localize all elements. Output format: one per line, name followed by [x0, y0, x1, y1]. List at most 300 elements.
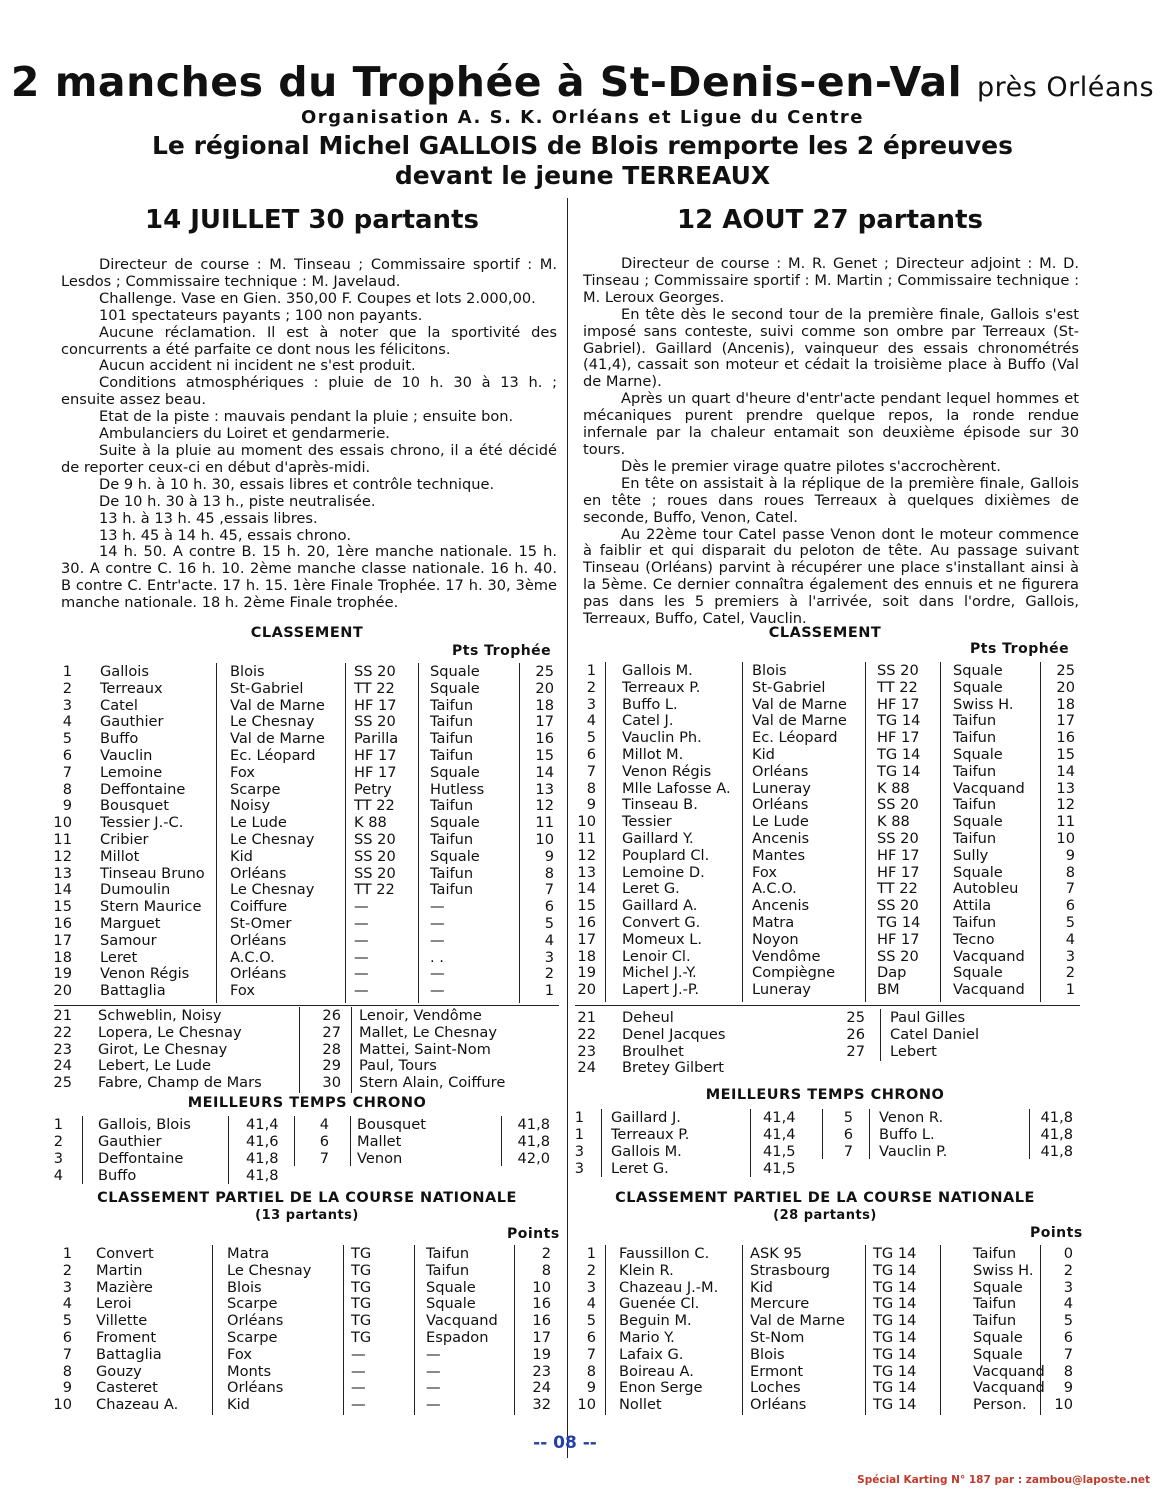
rank: 3 [62, 1278, 72, 1296]
rank: 7 [62, 1345, 72, 1363]
driver: Gaillard J. [611, 1109, 681, 1126]
headline-line-1: Le régional Michel GALLOIS de Blois remporte les 2 épreuves [152, 131, 1013, 160]
chassis: Taifun [430, 747, 474, 764]
club: Val de Marne [750, 1312, 845, 1330]
rank: 1 [53, 1116, 63, 1133]
engine: SS 20 [877, 830, 919, 847]
time: 41,8 [1040, 1126, 1073, 1143]
driver: Gauthier [98, 1133, 162, 1150]
club: Noyon [752, 930, 799, 948]
driver: Vauclin [100, 747, 153, 764]
rank: 4 [62, 1295, 72, 1313]
chassis: Tecno [953, 930, 995, 948]
left-nationale-subtitle: (13 partants) [255, 1208, 359, 1223]
driver: Pouplard Cl. [622, 846, 710, 864]
points: 2 [544, 965, 554, 983]
rank: 13 [577, 863, 596, 881]
rank: 19 [577, 964, 596, 982]
rank: 2 [62, 679, 72, 697]
chassis: Vacquand [953, 779, 1025, 797]
points: 17 [535, 713, 554, 731]
engine: HF 17 [877, 729, 920, 747]
club: A.C.O. [752, 880, 797, 898]
rank: 3 [574, 1143, 584, 1160]
engine: — [354, 982, 369, 1000]
points: 18 [1056, 695, 1075, 713]
narrative-paragraph: Après un quart d'heure d'entr'acte pendant lequel hommes et mécaniques purent prendre quelque repos, la ronde rendue infernale par la chaleur entamait son deuxième épisode sur 30 tours. [583, 390, 1079, 458]
rank: 22 [577, 1025, 596, 1043]
club: Ermont [750, 1362, 804, 1380]
right-classement-table [575, 662, 1080, 1004]
driver-club: Lenoir, Vendôme [359, 1007, 482, 1024]
chassis: — [430, 965, 445, 983]
rank: 15 [577, 897, 596, 915]
time: 41,8 [1040, 1143, 1073, 1160]
narrative-paragraph: Conditions atmosphériques : pluie de 10 h. 30 à 13 h. ; ensuite assez beau. [61, 374, 557, 409]
chassis: Taifun [430, 881, 474, 899]
engine: TG 14 [873, 1396, 917, 1414]
engine: TG [351, 1329, 372, 1346]
club: Ec. Léopard [752, 729, 838, 747]
club: Luneray [752, 981, 811, 999]
points: 17 [532, 1329, 551, 1346]
club: Strasbourg [750, 1261, 830, 1279]
rank: 5 [843, 1109, 853, 1126]
left-nationale-table [54, 1245, 559, 1417]
chassis: — [430, 931, 445, 949]
chassis: Hutless [430, 780, 485, 798]
right-nationale-points-label: Points [1030, 1225, 1083, 1241]
narrative-paragraph: Ambulanciers du Loiret et gendarmerie. [99, 425, 390, 443]
chassis: Attila [953, 897, 992, 915]
narrative-paragraph: Aucune réclamation. Il est à noter que la sportivité des concurrents a été parfaite ce dont nous les félicitons. [61, 323, 557, 358]
left-classement-table [54, 663, 559, 1005]
points: 9 [544, 847, 554, 865]
rank: 2 [586, 678, 596, 696]
driver: Battaglia [100, 982, 166, 1000]
left-others-table [54, 1007, 559, 1093]
driver: Lenoir Cl. [622, 947, 691, 965]
engine: TG 14 [877, 712, 921, 730]
rank: 4 [586, 1295, 596, 1313]
engine: HF 17 [877, 863, 920, 881]
driver: Leret G. [622, 880, 680, 898]
points: 10 [535, 831, 554, 848]
title-suffix: près Orléans [976, 72, 1155, 103]
engine: K 88 [354, 814, 387, 832]
chassis: Squale [953, 863, 1003, 881]
driver: Gallois [100, 663, 149, 680]
club: Fox [230, 982, 255, 1000]
chassis: Taifun [953, 914, 997, 931]
rank: 8 [586, 1362, 596, 1380]
rank: 25 [846, 1009, 865, 1026]
driver: Froment [96, 1329, 157, 1346]
right-narrative [583, 256, 1079, 628]
rank: 1 [62, 663, 72, 680]
engine: HF 17 [877, 930, 920, 948]
chassis: Taifun [953, 762, 997, 780]
left-classement-title: CLASSEMENT [250, 625, 364, 641]
club: Blois [227, 1278, 262, 1296]
narrative-paragraph: Directeur de course : M. Tinseau ; Commissaire sportif : M. Lesdos ; Commissaire technique : M. Javelaud. [61, 256, 557, 290]
engine: TG [351, 1278, 372, 1296]
time: 41,4 [763, 1109, 796, 1126]
driver: Gallois M. [622, 662, 693, 679]
narrative-paragraph: 13 h. à 13 h. 45 ,essais libres. [99, 509, 318, 527]
club: Ancenis [752, 897, 810, 915]
club: Ec. Léopard [230, 747, 316, 764]
driver: Cribier [100, 831, 149, 848]
club: Mantes [752, 846, 806, 864]
engine: BM [877, 981, 900, 999]
points: 6 [1065, 897, 1075, 915]
chassis: Autobleu [953, 880, 1019, 898]
rank: 3 [62, 696, 72, 714]
driver: Villette [96, 1312, 148, 1330]
driver: Battaglia [96, 1345, 162, 1363]
engine: TT 22 [877, 678, 918, 696]
chassis: Squale [973, 1345, 1023, 1363]
club: Scarpe [230, 780, 281, 798]
driver: Leret G. [611, 1160, 669, 1177]
left-nationale-title: CLASSEMENT PARTIEL DE LA COURSE NATIONALE [97, 1190, 517, 1206]
driver: Chazeau J.-M. [619, 1278, 719, 1296]
chassis: Swiss H. [953, 695, 1014, 713]
points: 11 [1056, 813, 1075, 831]
points: 15 [535, 747, 554, 764]
club: Le Chesnay [230, 713, 315, 731]
engine: HF 17 [877, 695, 920, 713]
narrative-paragraph: De 9 h. à 10 h. 30, essais libres et contrôle technique. [99, 475, 495, 493]
club: Le Chesnay [230, 881, 315, 899]
driver: Venon Régis [100, 965, 190, 983]
driver: Millot [100, 847, 140, 865]
chassis: Taifun [430, 696, 474, 714]
chassis: Taifun [426, 1261, 470, 1279]
driver: Buffo L. [879, 1126, 935, 1143]
engine: SS 20 [354, 713, 396, 731]
rank: 9 [62, 797, 72, 815]
points: 4 [1063, 1295, 1073, 1313]
rank: 14 [53, 881, 72, 899]
engine: SS 20 [354, 663, 396, 680]
points: 5 [1065, 914, 1075, 931]
points: 2 [1063, 1261, 1073, 1279]
chassis: Squale [430, 679, 480, 697]
rank: 5 [586, 729, 596, 747]
points: 12 [1056, 796, 1075, 814]
engine: TG 14 [873, 1379, 917, 1397]
club: Monts [227, 1362, 272, 1380]
engine: TG 14 [877, 914, 921, 931]
points: 2 [541, 1245, 551, 1262]
driver: Terreaux [100, 679, 163, 697]
club: Luneray [752, 779, 811, 797]
points: 20 [535, 679, 554, 697]
driver: Gouzy [96, 1362, 142, 1380]
engine: TG 14 [873, 1295, 917, 1313]
narrative-paragraph: En tête dès le second tour de la première finale, Gallois s'est imposé sans conteste, suivi comme son ombre par Terreaux (St-Gabriel). Gaillard (Ancenis), vainqueur des essais chronométrés (41,4), cassait son moteur et cédait la troisième place à Buffo (Val de Marne). [583, 305, 1079, 391]
points: 8 [541, 1261, 551, 1279]
chassis: Taifun [430, 797, 474, 815]
narrative-paragraph: 14 h. 50. A contre B. 15 h. 20, 1ère manche nationale. 15 h. 30. A contre C. 16 h. 10. 2ème manche classe nationale. 16 h. 40. B contre C. Entr'acte. 17 h. 15. 1ère Finale Trophée. 17 h. 30, 3ème manche nationale. 18 h. 2ème Finale trophée. [61, 543, 557, 612]
rank: 6 [319, 1133, 329, 1150]
points: 13 [1056, 779, 1075, 797]
engine: TT 22 [354, 881, 395, 899]
driver: Mazière [96, 1278, 153, 1296]
driver: Chazeau A. [96, 1396, 179, 1414]
engine: Dap [877, 964, 907, 982]
time: 41,8 [246, 1167, 279, 1184]
rank: 24 [577, 1059, 596, 1077]
rank: 1 [574, 1126, 584, 1143]
left-chrono-title: MEILLEURS TEMPS CHRONO [187, 1095, 427, 1111]
time: 41,4 [246, 1116, 279, 1133]
engine: — [354, 898, 369, 916]
time: 41,5 [763, 1160, 796, 1177]
engine: TG 14 [873, 1345, 917, 1363]
rank: 12 [577, 846, 596, 864]
driver: Lemoine [100, 763, 163, 781]
club: Orléans [752, 762, 809, 780]
points: 2 [1065, 964, 1075, 982]
driver: Deheul [622, 1009, 674, 1026]
driver: Vauclin P. [879, 1143, 948, 1160]
narrative-paragraph: De 10 h. 30 à 13 h., piste neutralisée. [99, 492, 376, 510]
driver-club: Mattei, Saint-Nom [359, 1040, 491, 1058]
right-nationale-title: CLASSEMENT PARTIEL DE LA COURSE NATIONALE [615, 1190, 1035, 1206]
points: 9 [1063, 1379, 1073, 1397]
driver: Lafaix G. [619, 1345, 684, 1363]
points: 16 [1056, 729, 1075, 747]
club: Fox [752, 863, 777, 881]
driver: Mallet [357, 1133, 402, 1150]
points: 16 [535, 730, 554, 748]
rank: 12 [53, 847, 72, 865]
points: 13 [535, 780, 554, 798]
points: 18 [535, 696, 554, 714]
engine: SS 20 [877, 897, 919, 915]
points: 3 [1065, 947, 1075, 965]
rank: 8 [62, 1362, 72, 1380]
engine: K 88 [877, 779, 910, 797]
engine: SS 20 [354, 864, 396, 882]
chassis: Vacquand [973, 1362, 1045, 1380]
rank: 21 [577, 1009, 596, 1026]
chassis: . . [430, 948, 444, 966]
rank: 21 [53, 1007, 72, 1024]
driver: Denel Jacques [622, 1025, 726, 1043]
rank: 11 [53, 831, 72, 848]
points: 10 [1056, 830, 1075, 847]
club: Noisy [230, 797, 271, 815]
points: 12 [535, 797, 554, 815]
chassis: Squale [973, 1278, 1023, 1296]
chassis: — [426, 1362, 441, 1380]
rank: 23 [53, 1040, 72, 1058]
rank: 10 [53, 814, 72, 832]
right-chrono-title: MEILLEURS TEMPS CHRONO [705, 1087, 945, 1103]
engine: TG [351, 1312, 372, 1330]
rank: 18 [53, 948, 72, 966]
driver: Tessier [622, 813, 672, 831]
rank: 3 [586, 1278, 596, 1296]
club: Kid [750, 1278, 773, 1296]
driver: Leroi [96, 1295, 132, 1313]
rank: 16 [577, 914, 596, 931]
rank: 9 [586, 1379, 596, 1397]
headline-line-2: devant le jeune TERREAUX [394, 161, 771, 190]
chassis: Squale [953, 746, 1003, 763]
chassis: — [430, 982, 445, 1000]
rank: 6 [62, 1329, 72, 1346]
rank: 7 [319, 1150, 329, 1167]
chassis: Taifun [430, 730, 474, 748]
club: Matra [752, 914, 795, 931]
rank: 6 [62, 747, 72, 764]
chassis: Taifun [430, 831, 474, 848]
chassis: Taifun [973, 1245, 1017, 1262]
club: Ancenis [752, 830, 810, 847]
right-nationale-table [575, 1245, 1080, 1417]
points: 16 [532, 1295, 551, 1313]
rank: 2 [62, 1261, 72, 1279]
points: 32 [532, 1396, 551, 1414]
engine: TG 14 [873, 1245, 917, 1262]
club: St-Gabriel [752, 678, 826, 696]
rank: 4 [319, 1116, 329, 1133]
club: Kid [752, 746, 775, 763]
rank: 3 [53, 1150, 63, 1167]
rank: 2 [586, 1261, 596, 1279]
chassis: Vacquand [426, 1312, 498, 1330]
engine: SS 20 [354, 847, 396, 865]
driver-club: Paul, Tours [359, 1057, 437, 1075]
right-nationale-subtitle: (28 partants) [773, 1208, 877, 1223]
rank: 9 [586, 796, 596, 814]
engine: — [354, 965, 369, 983]
chassis: Taifun [953, 729, 997, 747]
club: Orléans [227, 1379, 284, 1397]
rank: 8 [62, 780, 72, 798]
chassis: Squale [430, 814, 480, 832]
points: 7 [544, 881, 554, 899]
driver: Samour [100, 931, 157, 949]
club: Scarpe [227, 1295, 278, 1313]
rank: 6 [586, 1329, 596, 1346]
rank: 4 [53, 1167, 63, 1184]
narrative-paragraph: Suite à la pluie au moment des essais chrono, il a été décidé de reporter ceux-ci en début d'après-midi. [61, 441, 557, 476]
driver-club: Stern Alain, Coiffure [359, 1074, 506, 1092]
rank: 2 [53, 1133, 63, 1150]
club: Fox [227, 1345, 252, 1363]
left-points-label: Pts Trophée [452, 643, 552, 659]
points: 0 [1063, 1245, 1073, 1262]
rank: 26 [322, 1007, 341, 1024]
engine: TG [351, 1245, 372, 1262]
chassis: — [426, 1379, 441, 1397]
points: 5 [1063, 1312, 1073, 1330]
driver: Venon Régis [622, 762, 712, 780]
rank: 17 [577, 930, 596, 948]
chassis: Squale [973, 1329, 1023, 1346]
club: St-Gabriel [230, 679, 304, 697]
club: A.C.O. [230, 948, 275, 966]
title-main: 2 manches du Trophée à St-Denis-en-Val [10, 58, 963, 106]
points: 10 [532, 1278, 551, 1296]
chassis: Vacquand [973, 1379, 1045, 1397]
engine: SS 20 [877, 796, 919, 814]
chassis: — [430, 898, 445, 916]
engine: TG 14 [873, 1329, 917, 1346]
engine: TG 14 [873, 1278, 917, 1296]
rank: 8 [586, 779, 596, 797]
driver: Dumoulin [100, 881, 171, 899]
club: Orléans [750, 1396, 807, 1414]
time: 41,8 [1040, 1109, 1073, 1126]
driver-club: Lopera, Le Chesnay [98, 1023, 242, 1041]
club: Compiègne [752, 964, 836, 982]
narrative-paragraph: Challenge. Vase en Gien. 350,00 F. Coupes et lots 2.000,00. [99, 289, 536, 307]
chassis: Taifun [953, 830, 997, 847]
time: 41,8 [246, 1150, 279, 1167]
club: Loches [750, 1379, 801, 1397]
rank: 29 [322, 1057, 341, 1075]
driver: Deffontaine [98, 1150, 184, 1167]
points: 1 [544, 982, 554, 1000]
club: Scarpe [227, 1329, 278, 1346]
chassis: Sully [953, 846, 989, 864]
points: 14 [1056, 762, 1075, 780]
rank: 27 [322, 1023, 341, 1041]
engine: TT 22 [354, 679, 395, 697]
points: 20 [1056, 678, 1075, 696]
club: ASK 95 [750, 1245, 803, 1262]
rank: 5 [62, 1312, 72, 1330]
driver: Tinseau Bruno [100, 864, 205, 882]
driver-club: Schweblin, Noisy [98, 1007, 222, 1024]
driver-club: Mallet, Le Chesnay [359, 1023, 497, 1041]
club: Kid [227, 1396, 250, 1414]
time: 41,8 [517, 1133, 550, 1150]
driver: Buffo L. [622, 695, 678, 713]
driver: Boireau A. [619, 1362, 694, 1380]
engine: — [354, 948, 369, 966]
engine: HF 17 [877, 846, 920, 864]
right-classement-title: CLASSEMENT [768, 625, 882, 641]
chassis: Vacquand [953, 981, 1025, 999]
driver: Marguet [100, 915, 161, 932]
points: 6 [1063, 1329, 1073, 1346]
driver: Nollet [619, 1396, 662, 1414]
engine: TT 22 [877, 880, 918, 898]
rank: 1 [62, 1245, 72, 1262]
driver: Stern Maurice [100, 898, 202, 916]
club: Coiffure [230, 898, 288, 916]
rank: 25 [53, 1074, 72, 1092]
driver: Gauthier [100, 713, 164, 731]
points: 3 [544, 948, 554, 966]
chassis: Squale [426, 1278, 476, 1296]
time: 41,5 [763, 1143, 796, 1160]
driver: Gallois, Blois [98, 1116, 191, 1133]
club: Le Lude [230, 814, 287, 832]
engine: TG 14 [873, 1312, 917, 1330]
driver: Casteret [96, 1379, 158, 1397]
right-column-heading: 12 AOUT 27 partants [677, 205, 983, 235]
rank: 23 [577, 1042, 596, 1060]
